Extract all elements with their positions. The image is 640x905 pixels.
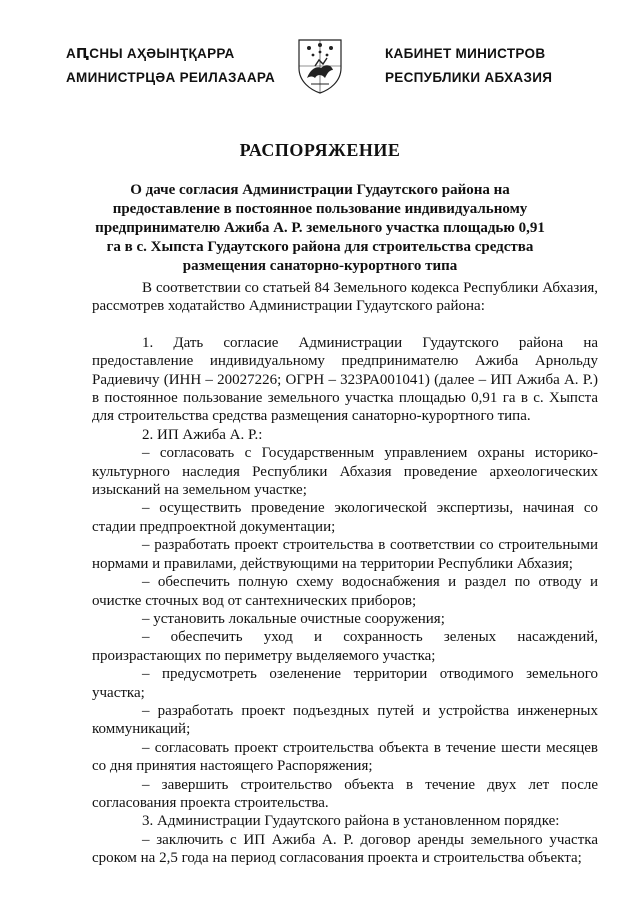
clause-2-item: – разработать проект подъездных путей и устройства инженерных коммуникаций; [92, 702, 598, 739]
clause-2-item: – завершить строительство объекта в течение двух лет после согласования проекта строительства. [92, 776, 598, 813]
clause-2-item: – разработать проект строительства в соответствии со строительными нормами и правилами, действующими на территории Республики Абхазия; [92, 536, 598, 573]
clause-3-item: – заключить с ИП Ажиба А. Р. договор аренды земельного участка сроком на 2,5 года на период согласования проекта и строительства объекта; [92, 831, 598, 868]
clause-2-item: – обеспечить уход и сохранность зеленых насаждений, произрастающих по периметру выделяемого участка; [92, 628, 598, 665]
document-title: РАСПОРЯЖЕНИЕ [239, 140, 401, 160]
letterhead [0, 38, 640, 108]
document-body [92, 279, 598, 868]
clause-2-heading: 2. ИП Ажиба А. Р.: [142, 426, 263, 443]
preamble-paragraph: В соответствии со статьей 84 Земельного кодекса Республики Абхазия, рассмотрев ходатайство Администрации Гудаутского района: [92, 280, 598, 315]
letterhead-abkhaz [66, 42, 275, 90]
clause-2-item: – осуществить проведение экологической экспертизы, начиная со стадии предпроектной документации; [92, 499, 598, 536]
clause-3-heading: 3. Администрации Гудаутского района в установленном порядке: [142, 813, 560, 830]
letterhead-abkhaz-line1: АԤСНЫ АҲӘЫНҬҚАРРА [66, 46, 235, 61]
letterhead-abkhaz-line2: АМИНИСТРЦӘА РЕИЛАЗААРА [66, 70, 276, 85]
letterhead-russian [385, 42, 552, 90]
abkhazia-coat-of-arms-icon [297, 38, 343, 94]
clause-2-item: – согласовать с Государственным управлением охраны историко-культурного наследия Республики Абхазия проведение археологических изысканий на земельном участке; [92, 444, 598, 499]
clause-2-item: – установить локальные очистные сооружения; [92, 610, 598, 628]
clause-2-item: – обеспечить полную схему водоснабжения и раздел по отводу и очистке сточных вод от сантехнических приборов; [92, 573, 598, 610]
clause-2-item: – согласовать проект строительства объекта в течение шести месяцев со дня принятия настоящего Распоряжения; [92, 739, 598, 776]
letterhead-russian-line1: КАБИНЕТ МИНИСТРОВ [385, 46, 546, 61]
clause-2-item: – предусмотреть озеленение территории отводимого земельного участка; [92, 665, 598, 702]
clause-1: 1. Дать согласие Администрации Гудаутского района на предоставление индивидуальному предпринимателю Ажиба Арнольду Радиевичу (ИНН – 20027226; ОГРН – 323РА001041) (далее – ИП Ажиба А. Р.) в постоянное пользование земельного участка площадью 0,91 га в с. Хыпста для строительства средства размещения санаторно-курортного типа. [92, 334, 598, 425]
document-subject: О даче согласия Администрации Гудаутского района на предоставление в постоянное пользование индивидуальному предпринимателю Ажиба А. Р. земельного участка площадью 0,91 га в с. Хыпста Гудаутского района для строительства средства размещения санаторно-курортного типа [95, 182, 545, 274]
letterhead-russian-line2: РЕСПУБЛИКИ АБХАЗИЯ [385, 70, 553, 85]
